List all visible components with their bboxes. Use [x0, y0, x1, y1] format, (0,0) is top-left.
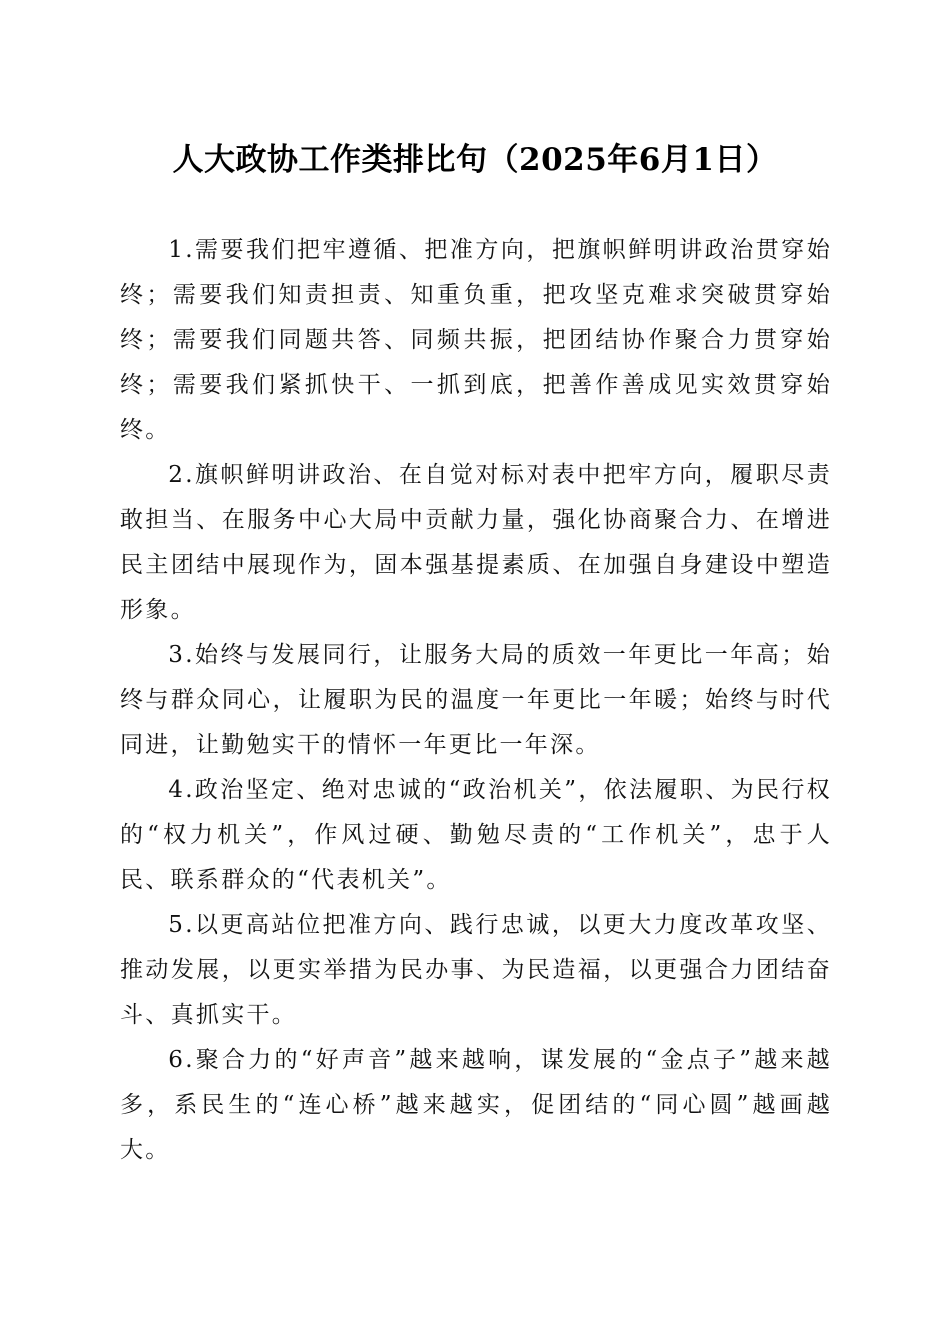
paragraph-6: 6.聚合力的“好声音”越来越响，谋发展的“金点子”越来越多，系民生的“连心桥”越来越实，促团结的“同心圆”越画越大。 [120, 1047, 832, 1163]
paragraph-1: 1.需要我们把牢遵循、把准方向，把旗帜鲜明讲政治贯穿始终；需要我们知责担责、知重负重，把攻坚克难求突破贯穿始终；需要我们同题共答、同频共振，把团结协作聚合力贯穿始终；需要我们紧抓快干、一抓到底，把善作善成见实效贯穿始终。 [120, 237, 832, 443]
paragraph-3: 3.始终与发展同行，让服务大局的质效一年更比一年高；始终与群众同心，让履职为民的温度一年更比一年暖；始终与时代同进，让勤勉实干的情怀一年更比一年深。 [120, 642, 832, 758]
paragraph-5: 5.以更高站位把准方向、践行忠诚，以更大力度改革攻坚、推动发展，以更实举措为民办事、为民造福，以更强合力团结奋斗、真抓实干。 [120, 912, 832, 1028]
document-body [120, 228, 832, 1173]
document-title: 人大政协工作类排比句（2025年6月1日） [172, 142, 778, 178]
paragraph-4: 4.政治坚定、绝对忠诚的“政治机关”，依法履职、为民行权的“权力机关”，作风过硬、勤勉尽责的“工作机关”，忠于人民、联系群众的“代表机关”。 [120, 777, 832, 893]
paragraph-2: 2.旗帜鲜明讲政治、在自觉对标对表中把牢方向，履职尽责敢担当、在服务中心大局中贡献力量，强化协商聚合力、在增进民主团结中展现作为，固本强基提素质、在加强自身建设中塑造形象。 [120, 462, 832, 623]
